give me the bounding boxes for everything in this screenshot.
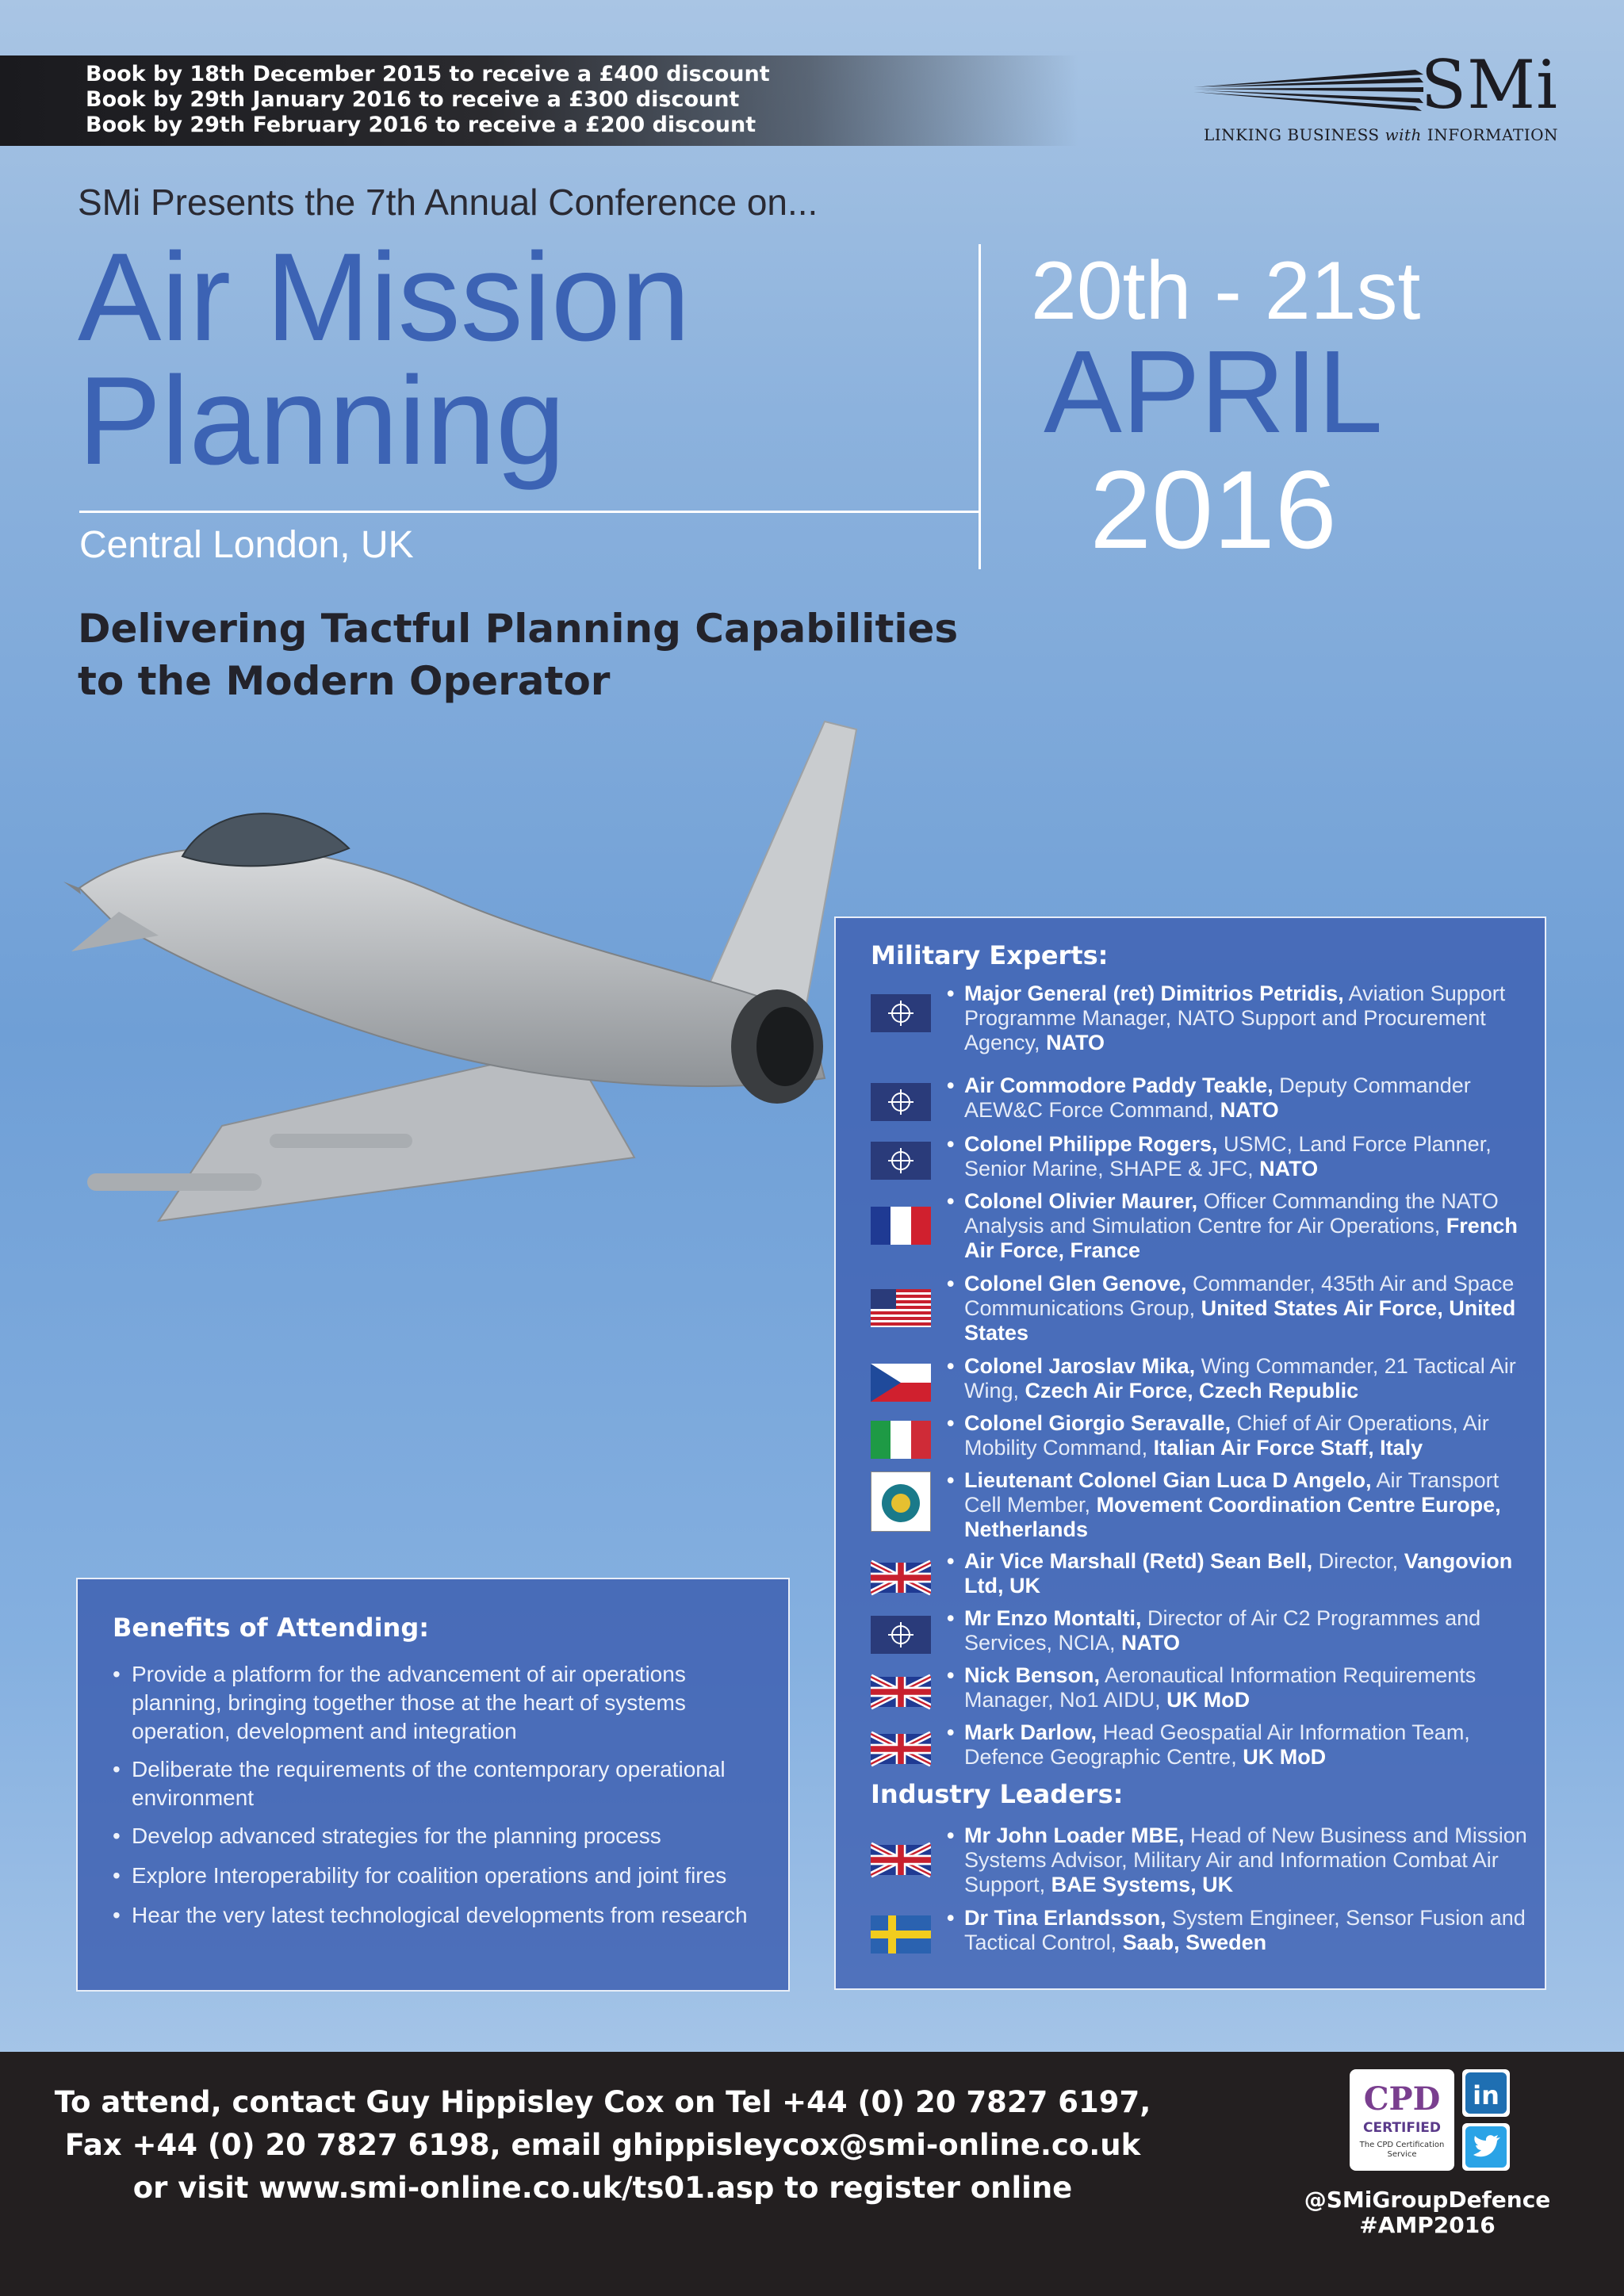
discount-line-1: Book by 18th December 2015 to receive a £400 discount: [86, 62, 770, 86]
event-location: Central London, UK: [79, 524, 414, 566]
military-experts-heading: Military Experts:: [871, 940, 1109, 970]
benefit-item: • Hear the very latest technological developments from research: [113, 1901, 756, 1930]
france-flag-icon: [871, 1207, 931, 1245]
uk-flag-icon: [871, 1673, 931, 1711]
fighter-jet-image: [63, 714, 959, 1284]
benefit-item: • Develop advanced strategies for the planning process: [113, 1822, 756, 1850]
contact-line-1: To attend, contact Guy Hippisley Cox on Tel +44 (0) 20 7827 6197,: [54, 2085, 1151, 2119]
event-tagline: [78, 603, 958, 707]
logo-tagline: LINKING BUSINESS with INFORMATION: [1203, 125, 1558, 144]
benefit-item: • Deliberate the requirements of the contemporary operational environment: [113, 1755, 756, 1812]
contact-line-2: Fax +44 (0) 20 7827 6198, email ghippisleycox@smi-online.co.uk: [64, 2128, 1141, 2162]
linkedin-icon[interactable]: [1462, 2069, 1510, 2117]
benefit-item: • Provide a platform for the advancement of air operations planning, bringing together those at the heart of systems operation, development and integration: [113, 1660, 756, 1746]
hashtag: #AMP2016: [1359, 2212, 1496, 2238]
svg-text:in: in: [1473, 2080, 1500, 2110]
speed-lines-icon: [1193, 63, 1423, 111]
experts-panel: Military Experts: • Major General (ret) Dimitrios Petridis, Aviation Support Programme Manager, NATO Support and Procurement Agency, NATO • Air Commodore Paddy Teakle, Deputy Commander AEW&C Force Command, NATO • Colonel Philippe Rogers, USMC, Land Force Planner, Senior Marine, SHAPE & JFC, NATO • Colonel Olivier Maurer, Officer Commanding the NATO Analysis and Simulation Centre for Air Operations, French Air Force, France • Colonel Glen Genove, Commander, 435th Air and Space Communications Group, United States Air Force, United States • Colonel Jaroslav Mika, Wing Commander, 21 Tactical Air Wing, Czech Air Force, Czech Republic • Colonel Giorgio Seravalle, Chief of Air Operations, Air Mobility Command, Italian Air Force Staff, Italy • Lieutenant Colonel Gian Luca D Angelo, Air Transport Cell Member, Movement Coordination Centre Europe, Netherlands • Air Vice Marshall (Retd) Sean Bell, Director, Vangovion Ltd, UK • Mr Enzo Montalti, Director of Air C2 Programmes and Services, NCIA, NATO • Nick Benson, Aeronautical Information Requirements Manager, No1 AIDU, UK MoD • Mark Darlow, Head Geospatial Air Information Team, Defence Geographic Centre, UK MoD Industry Leaders: • Mr John Loader MBE, Head of New Business and Mission Systems Advisor, Military Air and Information Combat Air Support, BAE Systems, UK • Dr Tina Erlandsson, System Engineer, Sensor Fusion and Tactical Control, Saab, Sweden: [834, 916, 1546, 1990]
benefits-panel: [76, 1578, 790, 1992]
smi-logo[interactable]: [1193, 46, 1558, 147]
italy-flag-icon: [871, 1421, 931, 1459]
sweden-flag-icon: [871, 1915, 931, 1954]
uk-flag-icon: [871, 1841, 931, 1879]
vertical-divider: [979, 244, 981, 569]
social-handle[interactable]: @SMiGroupDefence: [1304, 2187, 1551, 2213]
nato-flag-icon: [871, 1616, 931, 1654]
title-line-2: Planning: [78, 351, 565, 491]
title-line-1: Air Mission: [78, 228, 691, 367]
twitter-icon[interactable]: [1462, 2123, 1510, 2171]
logo-wordmark: SMi: [1420, 46, 1558, 124]
usa-flag-icon: [871, 1289, 931, 1327]
horizontal-divider: [79, 511, 979, 513]
tagline-line-2: to the Modern Operator: [78, 658, 611, 704]
uk-flag-icon: [871, 1730, 931, 1768]
nato-flag-icon: [871, 1142, 931, 1180]
event-days: 20th - 21st: [1031, 245, 1421, 337]
uk-flag-icon: [871, 1559, 931, 1597]
czech-flag-icon: [871, 1364, 931, 1402]
benefit-item: • Explore Interoperability for coalition operations and joint fires: [113, 1862, 756, 1890]
cpd-certified-badge: CPD CERTIFIED The CPD Certification Service: [1350, 2069, 1454, 2171]
event-year: 2016: [1090, 447, 1337, 572]
discount-band: [0, 55, 1078, 146]
discount-line-2: Book by 29th January 2016 to receive a £300 discount: [86, 87, 740, 112]
tagline-line-1: Delivering Tactful Planning Capabilities: [78, 606, 959, 652]
mcce-badge-icon: [871, 1471, 931, 1532]
benefits-heading: Benefits of Attending:: [113, 1613, 430, 1643]
discount-line-3: Book by 29th February 2016 to receive a £200 discount: [86, 113, 756, 137]
nato-flag-icon: [871, 994, 931, 1032]
event-month: APRIL: [1044, 327, 1383, 457]
presents-text: SMi Presents the 7th Annual Conference on...: [78, 182, 818, 223]
industry-leaders-heading: Industry Leaders:: [871, 1779, 1124, 1809]
contact-line-3[interactable]: or visit www.smi-online.co.uk/ts01.asp to register online: [132, 2171, 1073, 2205]
nato-flag-icon: [871, 1083, 931, 1121]
